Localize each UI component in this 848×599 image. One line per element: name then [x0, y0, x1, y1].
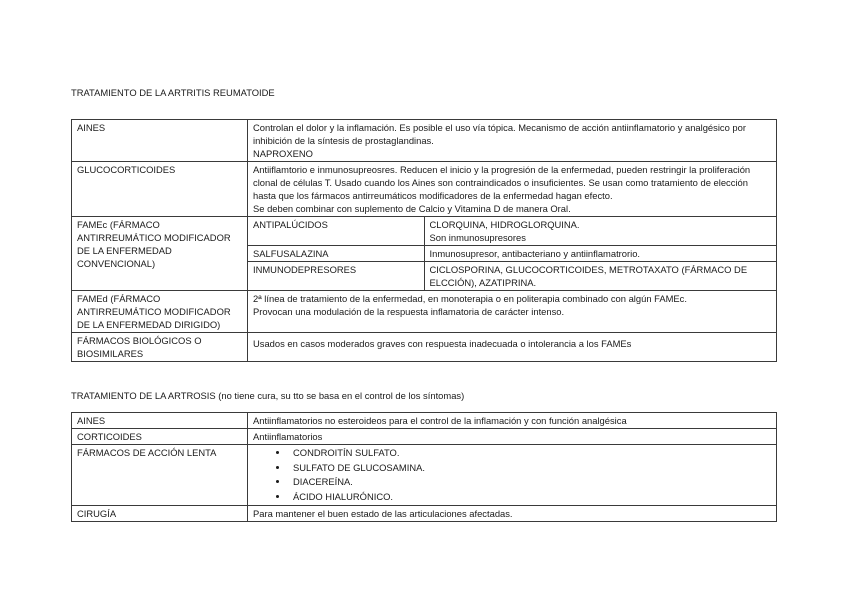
row-content-glucocorticoides — [248, 162, 777, 217]
table-row — [248, 246, 776, 262]
glucocorticoides-note: Se deben combinar con suplemento de Calcio y Vitamina D de manera Oral. — [253, 203, 571, 214]
section2-title: TRATAMIENTO DE LA ARTROSIS (no tiene cura, su tto se basa en el control de los síntomas) — [71, 390, 465, 401]
row-content-famed — [248, 291, 777, 333]
famec-drugs-cell: CICLOSPORINA, GLUCOCORTICOIDES, METROTAXATO (FÁRMACO DE ELCCIÓN), AZATIPRINA. — [424, 262, 776, 291]
aines-description: Controlan el dolor y la inflamación. Es posible el uso vía tópica. Mecanismo de acción antiinflamatorio y analgésico por inhibición de la síntesis de prostaglandinas. — [253, 122, 746, 146]
row-content-aines — [248, 120, 777, 162]
table-row — [72, 429, 777, 445]
row-label-famec: FAMEc (FÁRMACO ANTIRREUMÁTICO MODIFICADOR DE LA ENFERMEDAD CONVENCIONAL) — [72, 217, 248, 291]
famed-line-2: Provocan una modulación de la respuesta inflamatoria de carácter intenso. — [253, 306, 565, 317]
row-label-glucocorticoides: GLUCOCORTICOIDES — [72, 162, 248, 217]
drug-list — [253, 446, 771, 504]
list-item: • CONDROITÍN SULFATO. — [289, 446, 771, 461]
famec-subtable — [248, 217, 776, 290]
famec-drugs-cell: Inmunosupresor, antibacteriano y antiinflamatrorio. — [424, 246, 776, 262]
row-label-aines: AINES — [72, 413, 248, 429]
row-label-famed: FAMEd (FÁRMACO ANTIRREUMÁTICO MODIFICADOR DE LA ENFERMEDAD DIRIGIDO) — [72, 291, 248, 333]
table-row — [72, 506, 777, 522]
row-label-accion-lenta: FÁRMACOS DE ACCIÓN LENTA — [72, 445, 248, 506]
row-content-cirugia: Para mantener el buen estado de las articulaciones afectadas. — [248, 506, 777, 522]
table-row — [248, 217, 776, 246]
famec-drugs-cell — [424, 217, 776, 246]
table-row — [72, 162, 777, 217]
table-row — [72, 333, 777, 362]
table-row — [72, 413, 777, 429]
row-content-corticoides: Antiinflamatorios — [248, 429, 777, 445]
list-item: • SULFATO DE GLUCOSAMINA. — [289, 461, 771, 476]
table-row — [72, 445, 777, 506]
famec-type-cell: INMUNODEPRESORES — [248, 262, 424, 291]
list-item: • ÁCIDO HIALURÓNICO. — [289, 490, 771, 505]
famec-drugs-extra: Son inmunosupresores — [429, 232, 526, 243]
list-item: • DIACEREÍNA. — [289, 475, 771, 490]
table-row — [72, 217, 777, 291]
table-row — [72, 120, 777, 162]
table-row — [72, 291, 777, 333]
row-label-cirugia: CIRUGÍA — [72, 506, 248, 522]
glucocorticoides-description: Antiiflamtorio e inmunosupreosres. Reducen el inicio y la progresión de la enfermedad, pueden restringir la proliferación clonal de células T. Usado cuando los Aines son contraindicados o insuficientes. Se usan como tratamiento de elección hasta que los fármacos antirreumáticos modificadores de la enfermedad hagan efecto. — [253, 164, 751, 201]
row-content-biologicos: Usados en casos moderados graves con respuesta inadecuada o intolerancia a los FAMEs — [248, 333, 777, 362]
row-content-aines: Antiinflamatorios no esteroideos para el control de la inflamación y con función analgésica — [248, 413, 777, 429]
row-content-famec — [248, 217, 777, 291]
artrosis-table — [71, 412, 777, 522]
table-row — [248, 262, 776, 291]
famec-type-cell: ANTIPALÚCIDOS — [248, 217, 424, 246]
famec-drugs: CLORQUINA, HIDROGLORQUINA. — [429, 219, 580, 230]
row-label-aines: AINES — [72, 120, 248, 162]
famed-line-1: 2ª línea de tratamiento de la enfermedad, en monoterapia o en politerapia combinado con algún FAMEc. — [253, 293, 687, 304]
row-content-accion-lenta — [248, 445, 777, 506]
row-label-corticoides: CORTICOIDES — [72, 429, 248, 445]
aines-example: NAPROXENO — [253, 148, 313, 159]
artritis-table — [71, 119, 777, 362]
section1-title: TRATAMIENTO DE LA ARTRITIS REUMATOIDE — [71, 87, 275, 98]
row-label-biologicos: FÁRMACOS BIOLÓGICOS O BIOSIMILARES — [72, 333, 248, 362]
famec-type-cell: SALFUSALAZINA — [248, 246, 424, 262]
